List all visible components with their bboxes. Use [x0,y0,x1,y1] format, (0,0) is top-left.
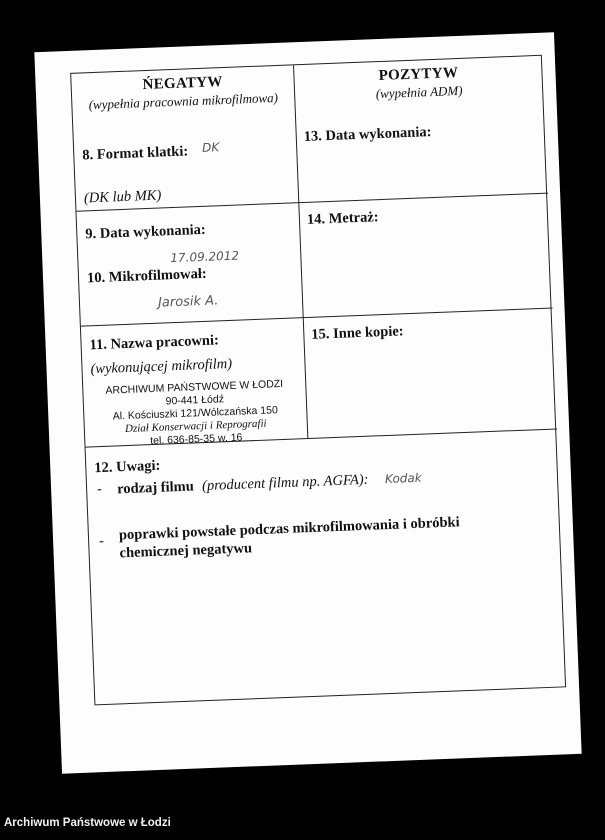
mikrofilmowal-label: 10. Mikrofilmował: [86,265,208,287]
nazwa-pracowni-cell [81,317,307,446]
pozytyw-header-cell [293,56,548,202]
metraz-cell [298,193,552,318]
rodzaj-filmu-label: rodzaj filmu [116,478,195,498]
stamp-line-5: tel. 636-85-35 w. 16 [149,431,243,448]
archive-caption: Archiwum Państwowe w Łodzi [4,817,171,829]
pozytyw-title: POZYTYW [378,64,459,85]
data-wykonania-label: 9. Data wykonania: [85,221,207,243]
metraz-label: 14. Metraż: [306,209,379,228]
nazwa-pracowni-hint: (wykonującej mikrofilm) [90,355,233,378]
uwagi-cell [86,428,568,706]
inne-kopie-label: 15. Inne kopie: [311,323,404,343]
negatyw-title: ŃEGATYW [142,74,224,94]
poprawki-line-1: poprawki powstałe podczas mikrofilmowania i obróbki [118,514,460,544]
uwagi-label: 12. Uwagi: [94,457,161,477]
rodzaj-filmu-value: Kodak [384,470,422,487]
scanned-page [34,32,581,773]
stamp-line-2: 90-441 Łódź [165,393,225,408]
stamp-line-1: ARCHIWUM PAŃSTWOWE W ŁODZI [105,377,284,397]
pozytyw-subtitle: (wypełnia ADM) [375,82,463,102]
bullet: - [98,533,105,550]
data-wykonania-pozytyw-label: 13. Data wykonania: [303,124,432,145]
format-klatki-value: DK [201,140,220,155]
format-klatki-hint: (DK lub MK) [83,187,162,207]
bullet: - [96,481,103,498]
microfilm-form [70,55,566,706]
nazwa-pracowni-label: 11. Nazwa pracowni: [89,332,220,354]
data-mikrofilmowal-cell [76,202,302,325]
poprawki-line-2: chemicznej negatywu [119,540,253,562]
inne-kopie-cell [303,308,557,439]
stamp-line-3: Al. Kościuszki 121/Wólczańska 150 [112,404,279,423]
negatyw-subtitle: (wypełnia pracownia mikrofilmowa) [88,89,279,113]
mikrofilmowal-signature: Jarosik A. [157,293,219,311]
rodzaj-filmu-hint: (producent filmu np. AGFA): [201,471,369,495]
format-klatki-label: 8. Format klatki: [82,143,189,164]
stamp-line-4: Dział Konserwacji i Reprografii [124,417,267,436]
negatyw-header-cell [71,65,298,210]
data-wykonania-value: 17.09.2012 [170,248,240,266]
